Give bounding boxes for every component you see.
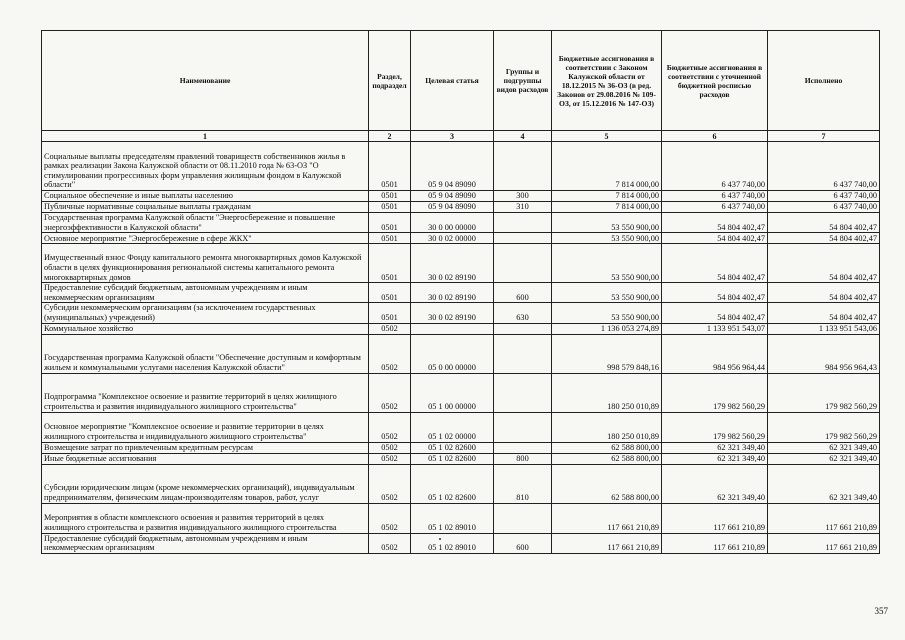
column-number-row — [42, 131, 880, 142]
row-article-cell: 05 9 04 89090 — [411, 191, 494, 202]
row-plan-amount-cell: 179 982 560,29 — [662, 412, 768, 442]
column-number: 1 — [42, 131, 369, 142]
row-group-cell — [494, 244, 552, 283]
row-article-cell: 05 1 02 89010 — [411, 503, 494, 533]
row-plan-amount-cell: 6 437 740,00 — [662, 191, 768, 202]
row-law-amount-cell: 7 814 000,00 — [552, 191, 662, 202]
page-number: 357 — [874, 606, 888, 616]
table-row — [42, 373, 880, 412]
row-plan-amount-cell: 54 804 402,47 — [662, 233, 768, 244]
table-row — [42, 323, 880, 334]
row-name-cell: Возмещение затрат по привлеченным кредитным ресурсам — [42, 442, 369, 453]
table-row — [42, 142, 880, 191]
row-executed-amount-cell: 54 804 402,47 — [768, 283, 880, 303]
row-law-amount-cell: 998 579 848,16 — [552, 334, 662, 373]
row-plan-amount-cell: 117 661 210,89 — [662, 533, 768, 553]
table-row — [42, 191, 880, 202]
row-group-cell: 800 — [494, 453, 552, 464]
row-article-cell: 30 0 02 00000 — [411, 233, 494, 244]
row-plan-amount-cell: 54 804 402,47 — [662, 283, 768, 303]
row-law-amount-cell: 1 136 053 274,89 — [552, 323, 662, 334]
row-section-cell: 0502 — [369, 533, 411, 553]
table-row — [42, 533, 880, 553]
row-executed-amount-cell: 62 321 349,40 — [768, 453, 880, 464]
row-section-cell: 0502 — [369, 503, 411, 533]
row-plan-amount-cell: 62 321 349,40 — [662, 453, 768, 464]
scan-speck — [439, 538, 441, 540]
row-section-cell: 0502 — [369, 323, 411, 334]
row-article-cell: 05 1 00 00000 — [411, 373, 494, 412]
row-plan-amount-cell: 54 804 402,47 — [662, 213, 768, 233]
row-section-cell: 0501 — [369, 202, 411, 213]
row-executed-amount-cell: 54 804 402,47 — [768, 244, 880, 283]
row-section-cell: 0501 — [369, 244, 411, 283]
row-executed-amount-cell: 54 804 402,47 — [768, 303, 880, 323]
header-name: Наименование — [42, 31, 369, 131]
row-law-amount-cell: 180 250 010,89 — [552, 412, 662, 442]
row-plan-amount-cell: 1 133 951 543,07 — [662, 323, 768, 334]
row-group-cell: 310 — [494, 202, 552, 213]
row-law-amount-cell: 62 588 800,00 — [552, 442, 662, 453]
row-article-cell: 05 1 02 82600 — [411, 453, 494, 464]
row-group-cell: 300 — [494, 191, 552, 202]
row-law-amount-cell: 7 814 000,00 — [552, 202, 662, 213]
row-plan-amount-cell: 62 321 349,40 — [662, 442, 768, 453]
row-group-cell: 630 — [494, 303, 552, 323]
row-executed-amount-cell: 6 437 740,00 — [768, 142, 880, 191]
row-section-cell: 0502 — [369, 334, 411, 373]
row-name-cell: Имущественный взнос Фонду капитального ремонта многоквартирных домов Калужской области в целях функционирования региональной системы капитального ремонта многоквартирных домов — [42, 244, 369, 283]
table-row — [42, 213, 880, 233]
row-article-cell: 05 0 00 00000 — [411, 334, 494, 373]
row-group-cell — [494, 442, 552, 453]
row-article-cell: 30 0 02 89190 — [411, 283, 494, 303]
row-law-amount-cell: 7 814 000,00 — [552, 142, 662, 191]
row-article-cell: 05 1 02 82600 — [411, 464, 494, 503]
column-number: 5 — [552, 131, 662, 142]
row-law-amount-cell: 53 550 900,00 — [552, 233, 662, 244]
row-executed-amount-cell: 62 321 349,40 — [768, 442, 880, 453]
row-executed-amount-cell: 6 437 740,00 — [768, 202, 880, 213]
row-group-cell — [494, 142, 552, 191]
row-law-amount-cell: 53 550 900,00 — [552, 283, 662, 303]
header-executed: Исполнено — [768, 31, 880, 131]
row-executed-amount-cell: 117 661 210,89 — [768, 503, 880, 533]
table-row — [42, 412, 880, 442]
row-article-cell: 30 0 00 00000 — [411, 213, 494, 233]
row-name-cell: Публичные нормативные социальные выплаты гражданам — [42, 202, 369, 213]
row-section-cell: 0501 — [369, 233, 411, 244]
row-plan-amount-cell: 6 437 740,00 — [662, 142, 768, 191]
row-name-cell: Социальные выплаты председателям правлений товариществ собственников жилья в рамках реализации Закона Калужской области от 08.11.2010 года № 63-ОЗ "О стимулировании прогрессивных форм управления жилищным фондом в Калужской области" — [42, 142, 369, 191]
row-section-cell: 0501 — [369, 142, 411, 191]
row-name-cell: Мероприятия в области комплексного освоения и развития территорий в целях жилищного строительства и развития индивидуального жилищного строительства — [42, 503, 369, 533]
row-article-cell — [411, 323, 494, 334]
row-law-amount-cell: 117 661 210,89 — [552, 503, 662, 533]
row-article-cell: 05 9 04 89090 — [411, 202, 494, 213]
table-row — [42, 283, 880, 303]
row-article-cell: 05 1 02 82600 — [411, 442, 494, 453]
column-number: 4 — [494, 131, 552, 142]
budget-table — [41, 30, 880, 554]
row-name-cell: Предоставление субсидий бюджетным, автономным учреждениям и иным некоммерческим организациям — [42, 533, 369, 553]
table-row — [42, 464, 880, 503]
row-law-amount-cell: 53 550 900,00 — [552, 303, 662, 323]
row-name-cell: Государственная программа Калужской области "Обеспечение доступным и комфортным жильем и коммунальными услугами населения Калужской области" — [42, 334, 369, 373]
table-row — [42, 202, 880, 213]
row-executed-amount-cell: 117 661 210,89 — [768, 533, 880, 553]
table-row — [42, 303, 880, 323]
header-section: Раздел, подраздел — [369, 31, 411, 131]
row-plan-amount-cell: 54 804 402,47 — [662, 244, 768, 283]
row-group-cell: 600 — [494, 533, 552, 553]
header-expense-group: Группы и подгруппы видов расходов — [494, 31, 552, 131]
row-name-cell: Социальное обеспечение и иные выплаты населению — [42, 191, 369, 202]
row-executed-amount-cell: 179 982 560,29 — [768, 373, 880, 412]
row-group-cell — [494, 213, 552, 233]
row-executed-amount-cell: 179 982 560,29 — [768, 412, 880, 442]
row-name-cell: Коммунальное хозяйство — [42, 323, 369, 334]
row-executed-amount-cell: 54 804 402,47 — [768, 213, 880, 233]
row-executed-amount-cell: 984 956 964,43 — [768, 334, 880, 373]
row-plan-amount-cell: 117 661 210,89 — [662, 503, 768, 533]
row-law-amount-cell: 53 550 900,00 — [552, 213, 662, 233]
row-section-cell: 0502 — [369, 373, 411, 412]
row-plan-amount-cell: 6 437 740,00 — [662, 202, 768, 213]
row-plan-amount-cell: 179 982 560,29 — [662, 373, 768, 412]
row-group-cell — [494, 412, 552, 442]
header-law-allocation: Бюджетные ассигнования в соответствии с Законом Калужской области от 18.12.2015 № 36-ОЗ (в ред. Законов от 29.08.2016 № 109-ОЗ, от 15.12.2016 № 147-ОЗ) — [552, 31, 662, 131]
row-section-cell: 0501 — [369, 303, 411, 323]
row-group-cell — [494, 323, 552, 334]
row-article-cell: 30 0 02 89190 — [411, 244, 494, 283]
header-row — [42, 31, 880, 131]
row-name-cell: Субсидии юридическим лицам (кроме некоммерческих организаций), индивидуальным предпринимателям, физическим лицам-производителям товаров, работ, услуг — [42, 464, 369, 503]
row-article-cell: 30 0 02 89190 — [411, 303, 494, 323]
row-executed-amount-cell: 6 437 740,00 — [768, 191, 880, 202]
table-row — [42, 453, 880, 464]
row-section-cell: 0501 — [369, 191, 411, 202]
budget-report-page — [41, 30, 879, 554]
row-executed-amount-cell: 54 804 402,47 — [768, 233, 880, 244]
table-row — [42, 334, 880, 373]
row-article-cell: 05 9 04 89090 — [411, 142, 494, 191]
row-article-cell: 05 1 02 89010 — [411, 533, 494, 553]
row-law-amount-cell: 117 661 210,89 — [552, 533, 662, 553]
row-plan-amount-cell: 984 956 964,44 — [662, 334, 768, 373]
row-name-cell: Субсидии некоммерческим организациям (за исключением государственных (муниципальных) учреждений) — [42, 303, 369, 323]
row-group-cell — [494, 503, 552, 533]
column-number: 6 — [662, 131, 768, 142]
row-group-cell: 600 — [494, 283, 552, 303]
row-group-cell — [494, 373, 552, 412]
column-number: 7 — [768, 131, 880, 142]
row-article-cell: 05 1 02 00000 — [411, 412, 494, 442]
row-law-amount-cell: 62 588 800,00 — [552, 453, 662, 464]
row-group-cell: 810 — [494, 464, 552, 503]
row-section-cell: 0502 — [369, 453, 411, 464]
column-number: 2 — [369, 131, 411, 142]
row-section-cell: 0502 — [369, 464, 411, 503]
header-refined-allocation: Бюджетные ассигнования в соответствии с уточненной бюджетной росписью расходов — [662, 31, 768, 131]
table-row — [42, 503, 880, 533]
row-section-cell: 0501 — [369, 213, 411, 233]
table-row — [42, 233, 880, 244]
row-name-cell: Основное мероприятие "Комплексное освоение и развитие территории в целях жилищного строительства и индивидуального жилищного строительства" — [42, 412, 369, 442]
row-group-cell — [494, 233, 552, 244]
column-number: 3 — [411, 131, 494, 142]
row-group-cell — [494, 334, 552, 373]
row-section-cell: 0502 — [369, 412, 411, 442]
row-section-cell: 0502 — [369, 442, 411, 453]
table-row — [42, 442, 880, 453]
row-name-cell: Иные бюджетные ассигнования — [42, 453, 369, 464]
row-law-amount-cell: 180 250 010,89 — [552, 373, 662, 412]
row-law-amount-cell: 53 550 900,00 — [552, 244, 662, 283]
row-law-amount-cell: 62 588 800,00 — [552, 464, 662, 503]
row-executed-amount-cell: 1 133 951 543,06 — [768, 323, 880, 334]
table-body — [42, 142, 880, 554]
row-name-cell: Государственная программа Калужской области "Энергосбережение и повышение энергоэффективности в Калужской области" — [42, 213, 369, 233]
row-name-cell: Предоставление субсидий бюджетным, автономным учреждениям и иным некоммерческим организациям — [42, 283, 369, 303]
row-plan-amount-cell: 54 804 402,47 — [662, 303, 768, 323]
table-row — [42, 244, 880, 283]
row-plan-amount-cell: 62 321 349,40 — [662, 464, 768, 503]
row-executed-amount-cell: 62 321 349,40 — [768, 464, 880, 503]
row-name-cell: Основное мероприятие "Энергосбережение в сфере ЖКХ" — [42, 233, 369, 244]
row-section-cell: 0501 — [369, 283, 411, 303]
row-name-cell: Подпрограмма "Комплексное освоение и развитие территорий в целях жилищного строительства и развития индивидуального жилищного строительства" — [42, 373, 369, 412]
header-target-article: Целевая статья — [411, 31, 494, 131]
